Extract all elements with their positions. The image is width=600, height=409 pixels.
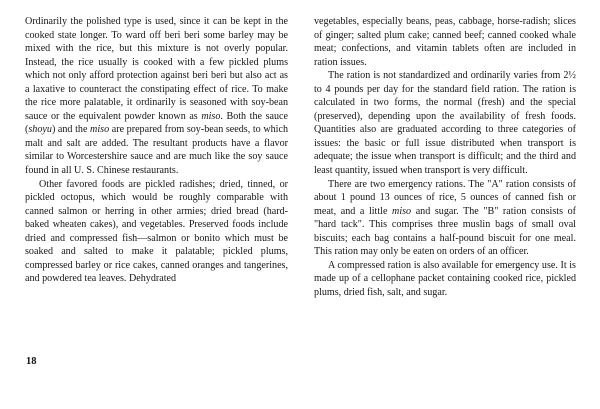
text-run: The ration is not standardized and ordinarily varies from 2½ to 4 pounds per day for the standard field ration. The ration is calculated in two forms, the normal (fresh) and the special (preserved), depending upon the availability of fresh foods. Quantities also are graduated according to three categories of issues: the basic or full issue distributed when transport is adequate; the issue when transport is difficult; and the third and least quantity, issued when transport is very difficult. [314,70,576,177]
paragraph [25,15,288,178]
right-text-column [314,15,576,299]
paragraph [314,15,576,69]
text-run: Other favored foods are pickled radishes; dried, tinned, or pickled octopus, which would be roughly comparable with canned salmon or herring in other armies; dried bread (hard-baked wheaten cakes), and vegetables. Preserved foods include dried and compressed fish—salmon or bonito which must be soaked and salted to make it palatable; pickled plums, compressed barley or rice cakes, canned oranges and tangerines, and powdered tea leaves. Dehydrated [25,178,288,285]
italic-term: shoyu [28,124,52,136]
text-run: and sugar. The "B" ration consists of "hard tack". This comprises three muslin bags of small oval biscuits; each bag contains a half-pound biscuit for one meal. This ration may only be eaten on orders of an officer. [314,205,576,258]
left-text-column [25,15,288,286]
text-run: . Both the sauce ( [25,110,288,136]
page-number: 18 [26,356,37,367]
text-run: A compressed ration is also available for emergency use. It is made up of a cellophane packet containing cooked rice, pickled plums, dried fish, salt, and sugar. [314,259,576,298]
paragraph [314,69,576,177]
paragraph [314,178,576,259]
paragraph [314,259,576,300]
text-run: vegetables, especially beans, peas, cabbage, horse-radish; slices of ginger; salted plum cake; canned beef; canned cooked whale meat; confections, and vitamin tablets often are included in ration issues. [314,16,576,68]
text-run: There are two emergency rations. The "A" ration consists of about 1 pound 13 ounces of rice, 5 ounces of canned fish or meat, and a little [314,178,576,217]
paragraph [25,178,288,286]
italic-term: miso [201,110,221,122]
italic-term: miso [90,124,110,136]
text-run: Ordinarily the polished type is used, since it can be kept in the cooked state longer. To ward off beri beri some barley may be mixed with the rice, but this mixture is not overly popular. Instead, the rice usually is cooked with a few pickled plums which not only afford protection against beri beri but also act as a laxative to counteract the constipating effect of rice. To make the rice more palatable, it ordinarily is seasoned with soy-bean sauce or the equivalent powder known as [25,16,288,122]
text-run: ) and the [51,124,91,136]
text-run: are prepared from soy-bean seeds, to which malt and salt are added. The resultant products have a flavor similar to Worcestershire sauce and are much like the soy sauce found in all U. S. Chinese restaurants. [25,124,288,177]
italic-term: miso [392,205,412,217]
